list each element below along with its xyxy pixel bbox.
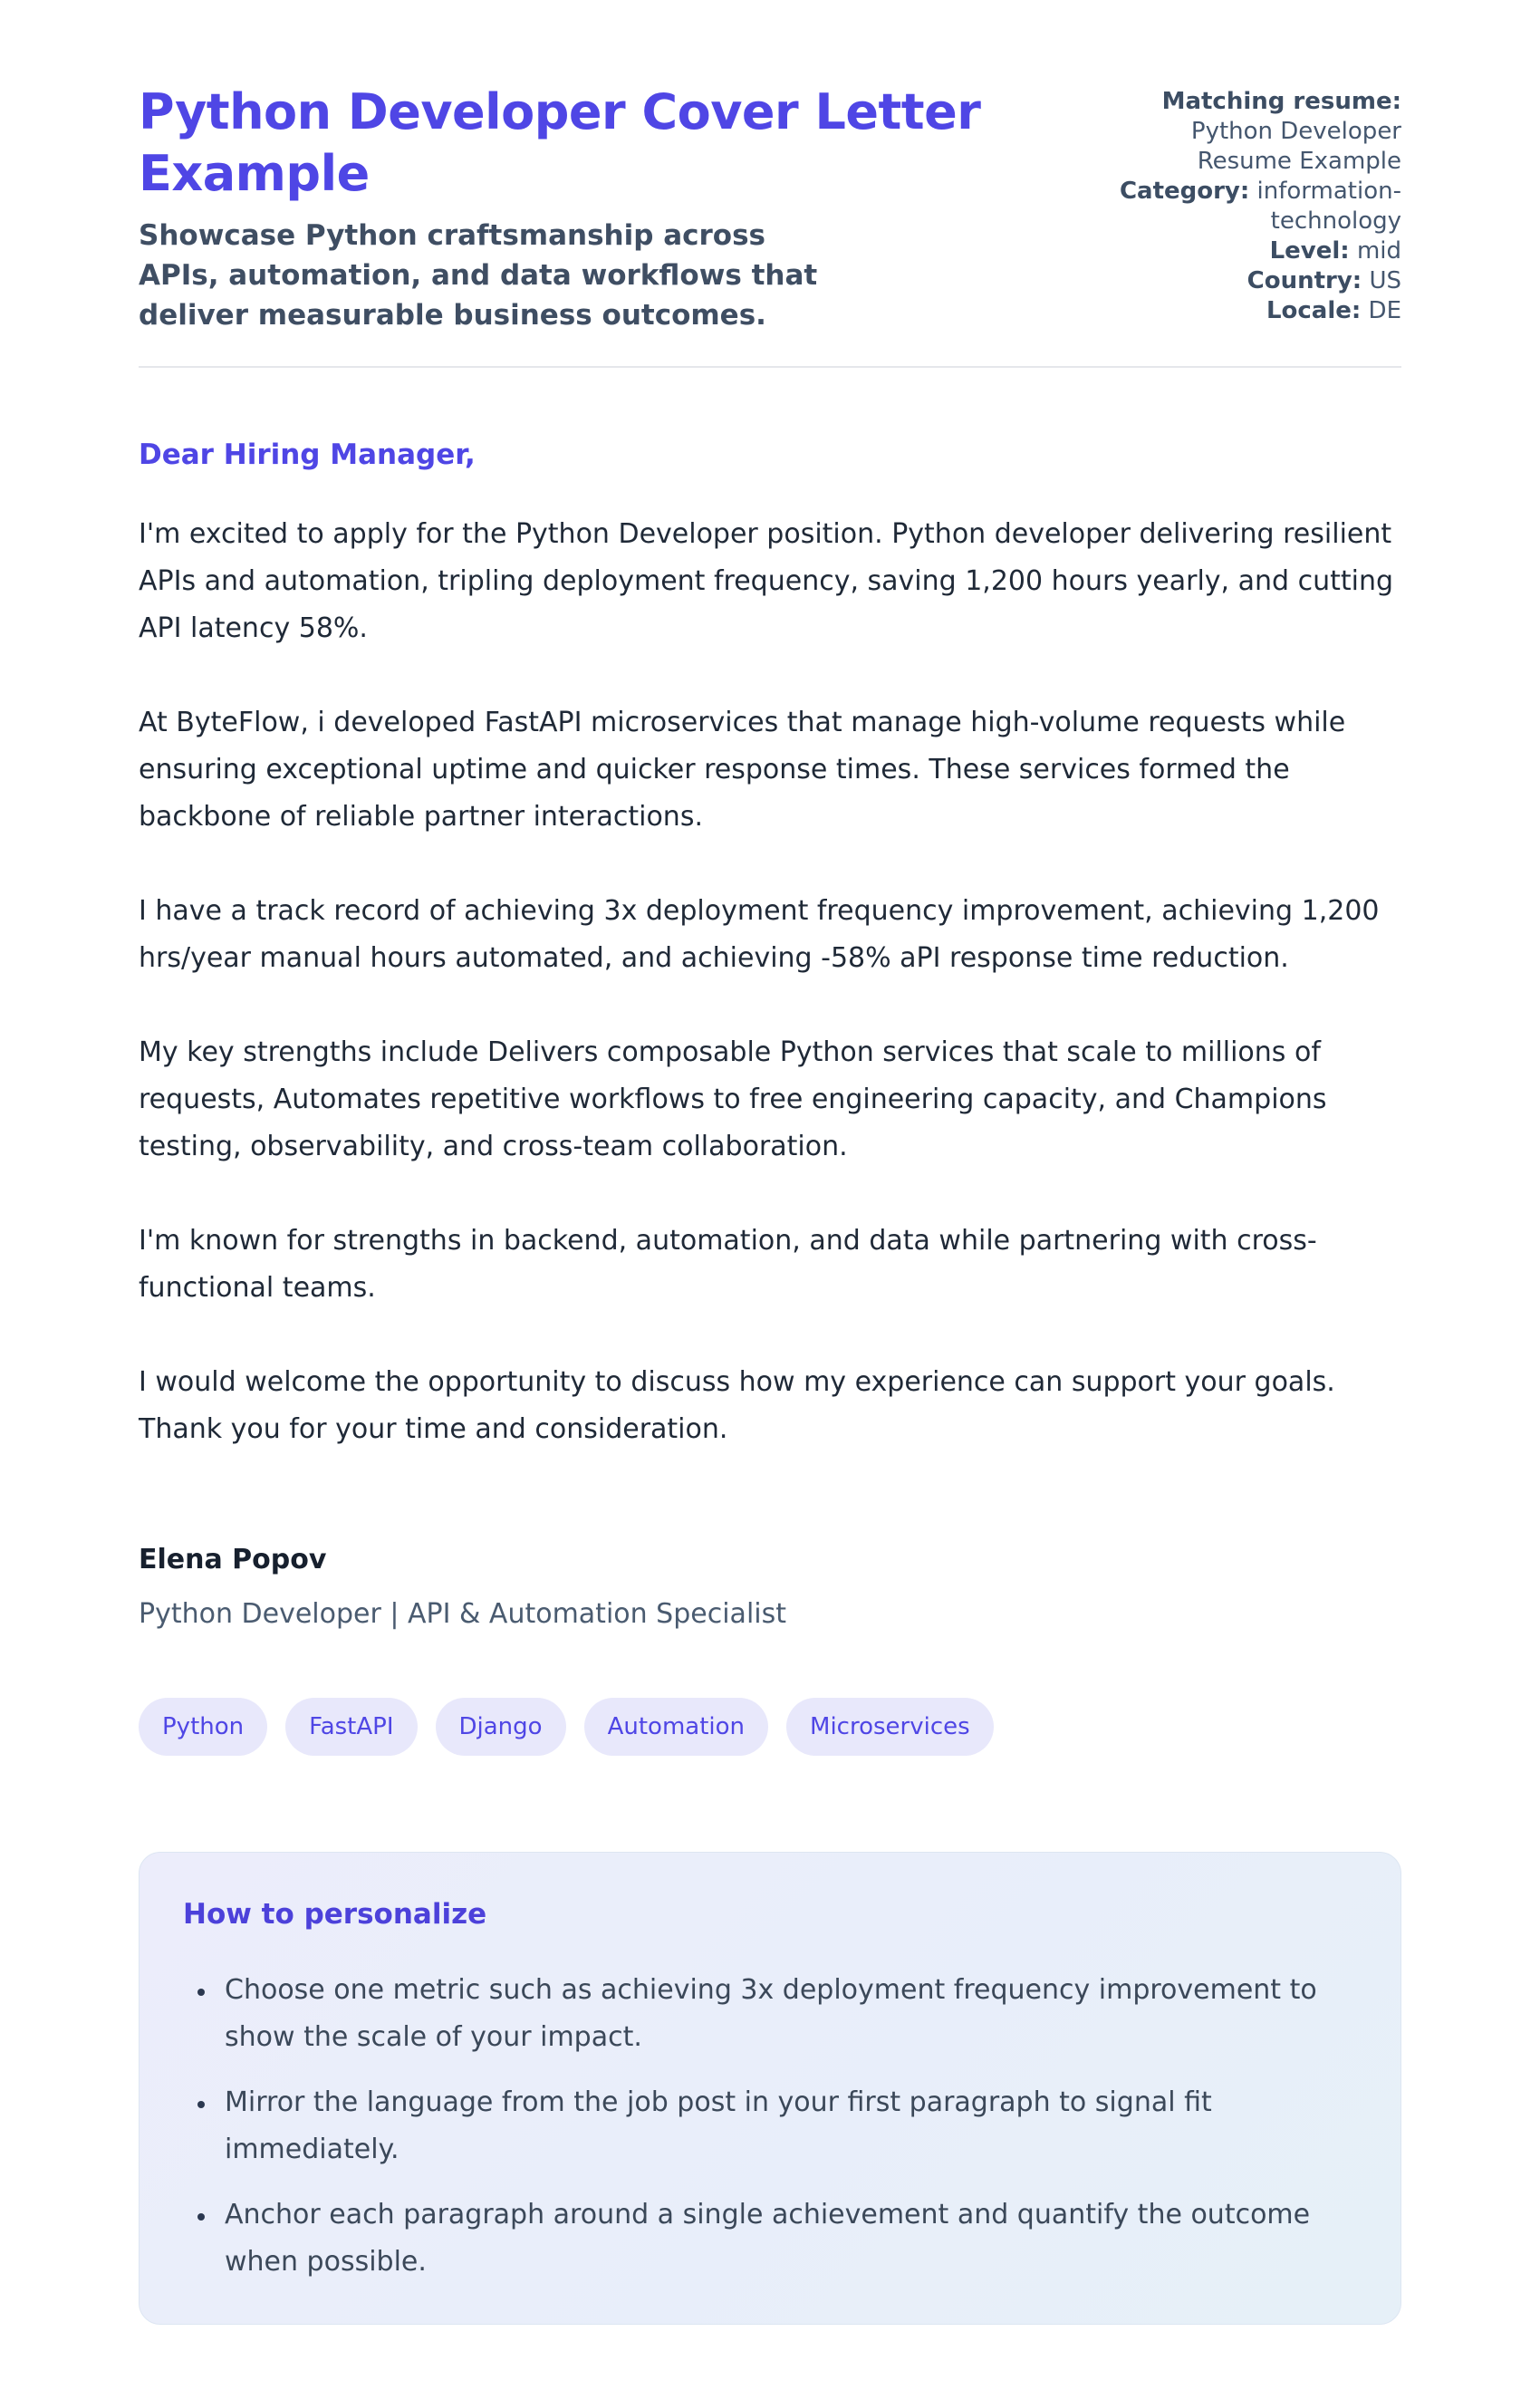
salutation-heading: Dear Hiring Manager,	[139, 438, 476, 471]
tag-pill-python[interactable]: Python	[139, 1698, 267, 1756]
page-subtitle: Showcase Python craftsmanship across APIs, automation, and data workflows that deliver measurable business outcomes.	[139, 219, 818, 332]
tips-heading: How to personalize	[183, 1898, 487, 1931]
tip-item: • Choose one metric such as achieving 3x deployment frequency improvement to show the scale of your impact.	[217, 1967, 1323, 2061]
meta-label: Country:	[1246, 267, 1362, 294]
meta-value: DE	[1368, 297, 1401, 324]
meta-row-matching-resume	[1112, 87, 1401, 177]
meta-value: information-technology	[1256, 178, 1401, 235]
tip-item: • Mirror the language from the job post in your first paragraph to signal fit immediately.	[217, 2079, 1323, 2173]
tips-list	[183, 1967, 1357, 2286]
meta-row-locale	[1112, 296, 1401, 326]
tips-card	[139, 1852, 1401, 2325]
letter-paragraph: I would welcome the opportunity to discuss how my experience can support your goals. Thank you for your time and consideration.	[139, 1366, 1335, 1445]
tag-pill-automation[interactable]: Automation	[584, 1698, 768, 1756]
signature-name: Elena Popov	[139, 1544, 327, 1575]
meta-row-category	[1112, 177, 1401, 236]
tag-list	[139, 1698, 1401, 1756]
meta-value: mid	[1356, 237, 1401, 265]
letter-paragraph: I have a track record of achieving 3x deployment frequency improvement, achieving 1,200 hrs/year manual hours automated, and achieving -58% aPI response time reduction.	[139, 895, 1380, 974]
meta-value: US	[1369, 267, 1401, 294]
header-title-block	[139, 82, 1054, 335]
meta-label: Matching resume:	[1161, 88, 1401, 115]
tag-pill-fastapi[interactable]: FastAPI	[285, 1698, 417, 1756]
meta-row-country	[1112, 266, 1401, 296]
tag-pill-django[interactable]: Django	[436, 1698, 566, 1756]
page-header	[139, 82, 1401, 335]
meta-row-level	[1112, 236, 1401, 266]
resume-meta-panel	[1112, 82, 1401, 326]
letter-paragraph: I'm excited to apply for the Python Developer position. Python developer delivering resilient APIs and automation, tripling deployment frequency, saving 1,200 hours yearly, and cutting API latency 58%.	[139, 518, 1394, 644]
header-divider	[139, 366, 1401, 368]
tag-pill-microservices[interactable]: Microservices	[786, 1698, 994, 1756]
meta-label: Category:	[1119, 178, 1250, 205]
signature-title: Python Developer | API & Automation Specialist	[139, 1598, 787, 1630]
meta-label: Locale:	[1266, 297, 1362, 324]
meta-value: Python Developer Resume Example	[1190, 118, 1401, 175]
letter-body	[139, 435, 1401, 2325]
tip-item: • Anchor each paragraph around a single achievement and quantify the outcome when possible.	[217, 2192, 1323, 2286]
meta-label: Level:	[1269, 237, 1350, 265]
letter-paragraph: I'm known for strengths in backend, automation, and data while partnering with cross-functional teams.	[139, 1225, 1317, 1304]
letter-paragraph: At ByteFlow, i developed FastAPI microservices that manage high-volume requests while ensuring exceptional uptime and quicker response times. These services formed the backbone of reliable partner interactions.	[139, 707, 1346, 833]
page-title: Python Developer Cover Letter Example	[139, 83, 981, 202]
letter-paragraph: My key strengths include Delivers composable Python services that scale to millions of requests, Automates repetitive workflows to free engineering capacity, and Champions testing, observability, and cross-team collaboration.	[139, 1036, 1327, 1162]
